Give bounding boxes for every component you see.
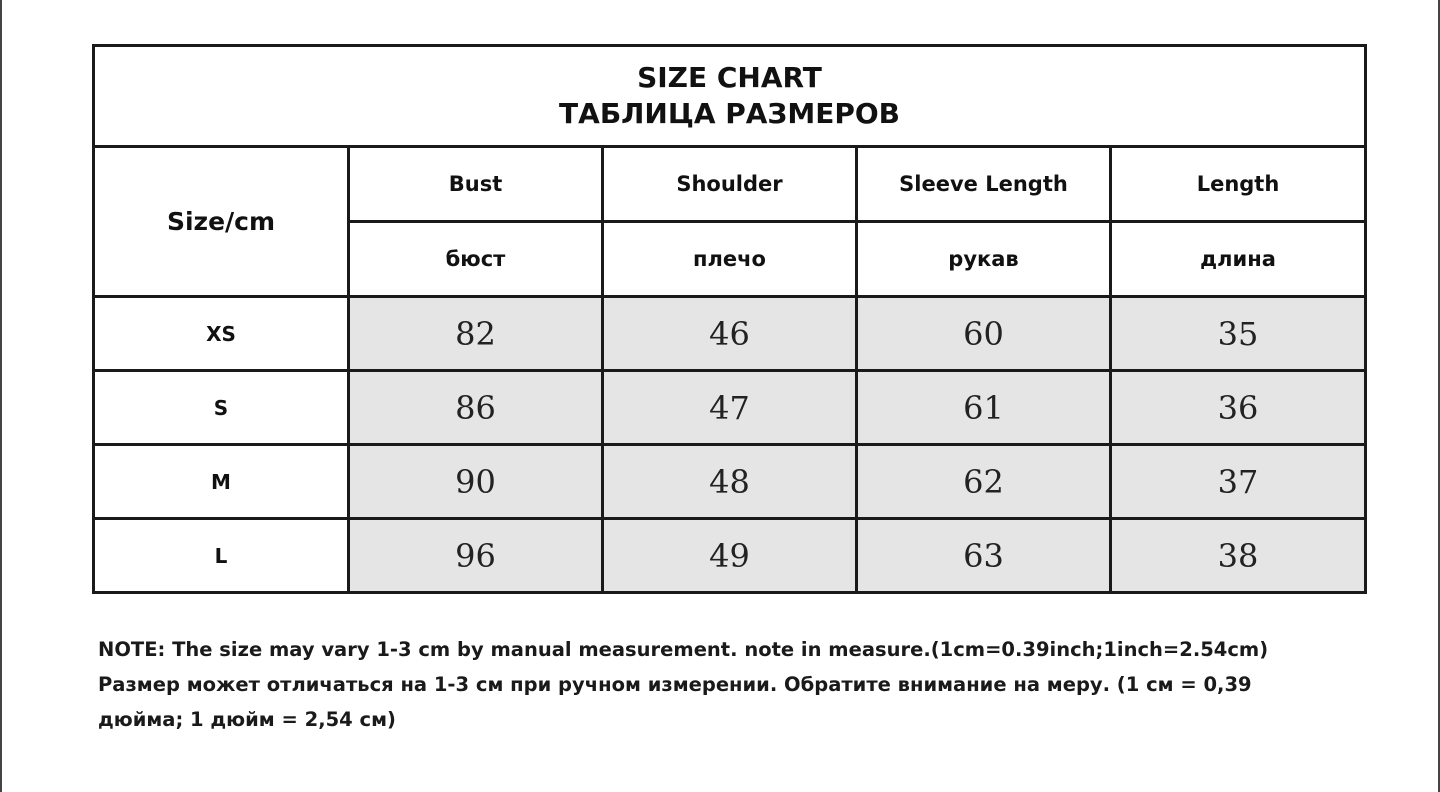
bust-value: 90 (349, 445, 603, 519)
header-bust-en: Bust (349, 147, 603, 222)
table-row (94, 371, 1366, 445)
chart-title (94, 46, 1366, 147)
chart-title-en: SIZE CHART (637, 61, 822, 94)
size-label: S (94, 371, 349, 445)
shoulder-value: 49 (603, 519, 857, 593)
header-bust-ru: бюст (349, 222, 603, 297)
length-value: 38 (1111, 519, 1366, 593)
header-sleeve-length-en: Sleeve Length (857, 147, 1111, 222)
bust-value: 82 (349, 297, 603, 371)
shoulder-value: 48 (603, 445, 857, 519)
sleeve-length-value: 62 (857, 445, 1111, 519)
chart-title-ru: ТАБЛИЦА РАЗМЕРОВ (559, 97, 900, 130)
header-shoulder-en: Shoulder (603, 147, 857, 222)
shoulder-value: 47 (603, 371, 857, 445)
size-label: M (94, 445, 349, 519)
header-length-ru: длина (1111, 222, 1366, 297)
measurement-note (98, 632, 1348, 737)
header-row-en (94, 147, 1366, 222)
header-sleeve-length-ru: рукав (857, 222, 1111, 297)
shoulder-value: 46 (603, 297, 857, 371)
note-line-en: NOTE: The size may vary 1-3 cm by manual measurement. note in measure.(1cm=0.39inch;1inch=2.54cm) (98, 638, 1269, 661)
size-label: L (94, 519, 349, 593)
sleeve-length-value: 60 (857, 297, 1111, 371)
size-column-header: Size/cm (94, 147, 349, 297)
length-value: 37 (1111, 445, 1366, 519)
size-chart-table (92, 44, 1367, 594)
header-shoulder-ru: плечо (603, 222, 857, 297)
header-length-en: Length (1111, 147, 1366, 222)
table-row (94, 297, 1366, 371)
bust-value: 86 (349, 371, 603, 445)
sleeve-length-value: 61 (857, 371, 1111, 445)
size-label: XS (94, 297, 349, 371)
note-line-ru-cont: дюйма; 1 дюйм = 2,54 см) (98, 708, 396, 731)
frame-left-border (0, 0, 2, 792)
table-row (94, 519, 1366, 593)
sleeve-length-value: 63 (857, 519, 1111, 593)
note-line-ru: Размер может отличаться на 1-3 см при ручном измерении. Обратите внимание на меру. (1 см = 0,39 (98, 673, 1252, 696)
length-value: 35 (1111, 297, 1366, 371)
title-row (94, 46, 1366, 147)
table-row (94, 445, 1366, 519)
bust-value: 96 (349, 519, 603, 593)
length-value: 36 (1111, 371, 1366, 445)
